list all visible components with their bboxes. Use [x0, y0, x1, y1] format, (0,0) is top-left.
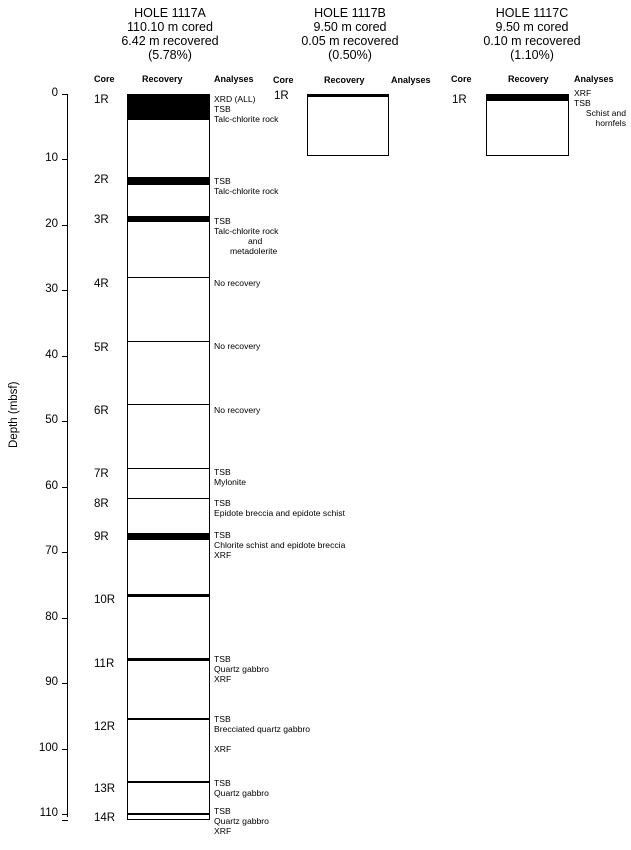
core-label: 2R [94, 174, 109, 187]
col-recovery-1117a: Recovery [142, 74, 183, 84]
y-tick-label: 10 [45, 152, 58, 165]
y-tick-label: 30 [45, 283, 58, 296]
hole-1117c-recovered: 0.10 m recovered [483, 34, 581, 48]
analysis-line: XRF [214, 744, 232, 755]
analysis-line: No recovery [214, 341, 261, 352]
analysis-annotation [214, 498, 345, 518]
y-tick-label: 100 [38, 741, 58, 754]
hole-1117a-percent: (5.78%) [148, 48, 192, 62]
analysis-line: metadolerite [230, 246, 278, 257]
y-tick-mark [62, 618, 68, 619]
analysis-line: XRD (ALL) [214, 93, 256, 104]
core-boundary [127, 277, 210, 278]
recovered-interval [307, 94, 389, 97]
y-tick-mark [62, 814, 68, 815]
analysis-annotation [214, 176, 278, 196]
core-boundary [127, 468, 210, 469]
analysis-line: TSB [214, 467, 231, 478]
analysis-annotation [214, 714, 310, 754]
recovery-column-1117a [127, 94, 210, 820]
hole-1117c-percent: (1.10%) [510, 48, 554, 62]
analysis-line: Quartz gabbro [214, 787, 269, 798]
analysis-line: Quartz gabbro [214, 663, 269, 674]
analysis-annotation [214, 530, 345, 560]
col-analyses-1117a: Analyses [214, 74, 254, 84]
y-tick-label: 70 [45, 545, 58, 558]
core-boundary [127, 341, 210, 342]
y-axis-label: Depth (mbsf) [8, 381, 20, 448]
analysis-annotation [214, 778, 269, 798]
y-tick-mark [62, 356, 68, 357]
col-core-1117c: Core [451, 74, 472, 84]
col-recovery-1117c: Recovery [508, 74, 549, 84]
core-label: 13R [94, 783, 116, 796]
analysis-line: XRF [214, 673, 232, 684]
y-tick-mark [62, 683, 68, 684]
analysis-annotation [214, 806, 269, 836]
col-analyses-1117b: Analyses [391, 75, 431, 85]
analysis-line: TSB [214, 498, 231, 509]
hole-1117a-recovered: 6.42 m recovered [121, 34, 219, 48]
recovered-interval [127, 177, 210, 185]
recovery-column-1117c [486, 94, 569, 156]
analysis-annotation [214, 405, 260, 415]
hole-1117c-title: HOLE 1117C [495, 6, 569, 20]
hole-1117c-cored: 9.50 m cored [495, 20, 569, 34]
analysis-annotation [574, 88, 626, 128]
core-label: 11R [94, 657, 115, 670]
y-tick-label: 90 [45, 676, 58, 689]
analysis-line: Epidote breccia and epidote schist [214, 508, 345, 519]
core-label: 3R [94, 213, 109, 226]
analysis-annotation [214, 216, 278, 256]
y-tick-label: 20 [45, 217, 58, 230]
analysis-line: TSB [214, 216, 231, 227]
y-tick-mark [62, 421, 68, 422]
analysis-line: Mylonite [214, 477, 246, 488]
core-label: 6R [94, 405, 109, 418]
core-label: 8R [94, 498, 109, 511]
analysis-line: TSB [214, 530, 231, 541]
analysis-annotation [214, 341, 260, 351]
hole-1117b-title: HOLE 1117B [314, 6, 386, 20]
y-tick-label: 110 [39, 806, 58, 819]
y-tick-mark [62, 159, 68, 160]
analysis-line: XRF [214, 825, 232, 836]
core-label: 1R [94, 93, 109, 106]
core-label: 1R [274, 90, 289, 103]
analysis-line [214, 734, 310, 744]
core-label: 14R [94, 812, 116, 825]
analysis-line: Brecciated quartz gabbro [214, 724, 311, 735]
analysis-line: Chlorite schist and epidote breccia [214, 540, 346, 551]
col-core-1117b: Core [273, 75, 294, 85]
y-axis-line [67, 94, 68, 817]
y-tick-mark [62, 820, 68, 821]
hole-1117a-header [105, 6, 235, 62]
recovered-interval [486, 94, 569, 101]
analysis-annotation [214, 467, 246, 487]
recovered-interval [127, 781, 210, 783]
analysis-line: TSB [214, 103, 231, 114]
hole-1117b-percent: (0.50%) [328, 48, 372, 62]
recovered-interval [127, 813, 210, 815]
y-tick-mark [62, 487, 68, 488]
analysis-line: TSB [214, 714, 231, 725]
y-tick-label: 80 [45, 610, 58, 623]
y-tick-label: 0 [51, 87, 58, 99]
recovered-interval [127, 594, 210, 597]
hole-1117b-recovered: 0.05 m recovered [301, 34, 399, 48]
analysis-line: No recovery [214, 278, 261, 289]
y-tick-mark [62, 290, 68, 291]
analysis-line: TSB [574, 98, 591, 109]
y-tick-label: 60 [45, 479, 58, 492]
core-label: 9R [94, 530, 109, 543]
col-recovery-1117b: Recovery [324, 75, 365, 85]
analysis-line: and [248, 236, 263, 247]
y-tick-label: 50 [45, 414, 58, 427]
hole-1117b-cored: 9.50 m cored [313, 20, 387, 34]
analysis-line: TSB [214, 176, 231, 187]
core-boundary [127, 404, 210, 405]
analysis-line: Talc-chlorite rock [214, 186, 279, 197]
core-label: 10R [94, 594, 116, 607]
core-label: 7R [94, 467, 109, 480]
hole-1117b-header [285, 6, 415, 62]
recovery-column-1117b [307, 94, 389, 156]
analysis-annotation [214, 278, 260, 288]
y-tick-mark [62, 94, 68, 95]
analysis-line: XRF [214, 550, 232, 561]
core-label: 1R [452, 93, 467, 106]
y-tick-mark [62, 749, 68, 750]
analysis-line: TSB [214, 777, 231, 788]
recovered-interval [127, 533, 210, 540]
analysis-line: TSB [214, 653, 231, 664]
core-label: 4R [94, 278, 109, 291]
col-analyses-1117c: Analyses [574, 74, 614, 84]
recovered-interval [127, 216, 210, 222]
recovered-interval [127, 718, 210, 720]
recovered-interval [127, 658, 210, 661]
core-label: 5R [94, 341, 109, 354]
analysis-line: Talc-chlorite rock [214, 113, 279, 124]
y-tick-label: 40 [45, 348, 58, 361]
core-label: 12R [94, 720, 116, 733]
analysis-line: Quartz gabbro [214, 815, 269, 826]
analysis-line: No recovery [214, 404, 261, 415]
analysis-annotation [214, 94, 278, 124]
analysis-line: Schist and [585, 108, 626, 119]
col-core-1117a: Core [94, 74, 115, 84]
hole-1117c-header [467, 6, 597, 62]
y-tick-mark [62, 552, 68, 553]
analysis-line: TSB [214, 805, 231, 816]
hole-1117a-title: HOLE 1117A [134, 6, 206, 20]
y-tick-mark [62, 225, 68, 226]
analysis-annotation [214, 654, 269, 684]
analysis-line: Talc-chlorite rock [214, 226, 279, 237]
recovered-interval [127, 94, 210, 120]
analysis-line: hornfels [595, 118, 626, 129]
analysis-line: XRF [574, 88, 592, 99]
core-boundary [127, 498, 210, 499]
hole-1117a-cored: 110.10 m cored [127, 20, 213, 34]
